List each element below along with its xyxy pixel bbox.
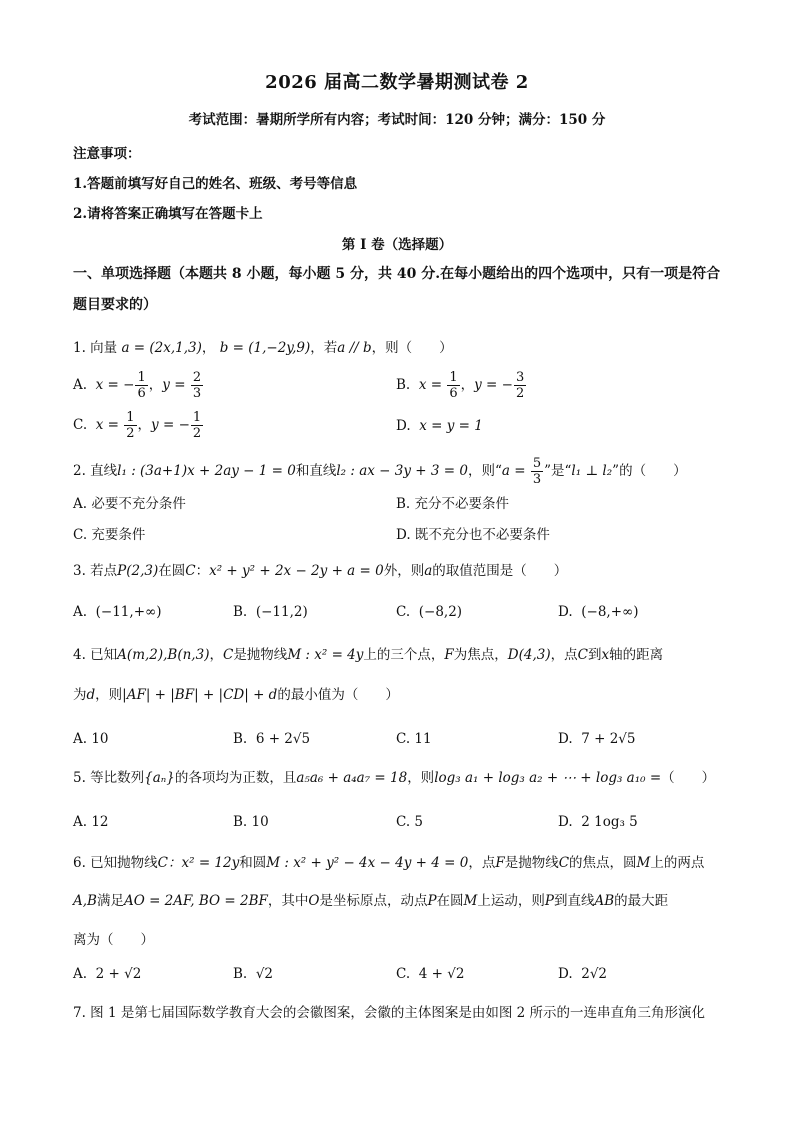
section-title: 第 I 卷（选择题） (341, 237, 453, 253)
q4-option-d[interactable]: D. 7 + 2√5 (558, 731, 636, 747)
exam-subtitle: 考试范围：暑期所学所有内容；考试时间：120 分钟；满分：150 分 (188, 112, 606, 128)
q3-option-b[interactable]: B. (−11,2) (233, 604, 308, 620)
q5-option-c[interactable]: C. 5 (396, 814, 424, 830)
q6-option-c[interactable]: C. 4 + √2 (396, 966, 465, 982)
q2-option-d[interactable]: D. 既不充分也不必要条件 (396, 527, 550, 543)
q3-option-d[interactable]: D. (−8,+∞) (558, 604, 639, 620)
question-6-line-2: A,B满足AO = 2AF, BO = 2BF，其中O是坐标原点，动点P在圆M上运动，则P到直线AB的最大距 (73, 893, 669, 909)
q2-option-b[interactable]: B. 充分不必要条件 (396, 496, 510, 512)
q4-option-b[interactable]: B. 6 + 2√5 (233, 731, 311, 747)
question-3: 3. 若点P(2,3)在圆C：x² + y² + 2x − 2y + a = 0外，则a的取值范围是（ ） (73, 563, 568, 579)
question-4-line-2: 为d，则|AF| + |BF| + |CD| + d的最小值为（ ） (73, 687, 399, 703)
q6-option-d[interactable]: D. 2√2 (558, 966, 608, 982)
q2-option-a[interactable]: A. 必要不充分条件 (73, 496, 186, 512)
q1-option-c[interactable]: C. x = $\frac{1}{2}$ ，y = − $\frac{1}{2}$ (73, 410, 202, 441)
parallel-cond: a // b (337, 340, 372, 356)
notice-item-2: 2.请将答案正确填写在答题卡上 (73, 206, 263, 222)
q5-option-b[interactable]: B. 10 (233, 814, 269, 830)
question-2: 2. 直线l₁ : (3a+1)x + 2ay − 1 = 0和直线l₂ : ax − 3y + 3 = 0，则“a = $\frac{5}{3}$ ”是“l₁ ⊥ l₂”的（ ） (73, 456, 687, 487)
notice-title: 注意事项： (73, 146, 141, 162)
q5-option-a[interactable]: A. 12 (73, 814, 109, 830)
question-6-line-1: 6. 已知抛物线C：x² = 12y和圆M : x² + y² − 4x − 4y + 4 = 0，点F是抛物线C的焦点，圆M上的两点 (73, 855, 705, 871)
q1-option-b[interactable]: B. x = $\frac{1}{6}$ ，y = − $\frac{3}{2}$ (396, 370, 525, 401)
question-1: 1. 向量 a = (2x,1,3)， b = (1,−2y,9)，若a // b，则（ ） (73, 340, 453, 356)
exam-title: 2026 届高二数学暑期测试卷 2 (265, 72, 529, 93)
q1-option-d[interactable]: D. x = y = 1 (396, 418, 483, 434)
vector-a: a = (2x,1,3) (121, 340, 202, 356)
q1-option-a[interactable]: A. x = − $\frac{1}{6}$ ，y = $\frac{2}{3}$ (73, 370, 202, 401)
question-5: 5. 等比数列{aₙ}的各项均为正数，且a₅a₆ + a₄a₇ = 18，则log₃ a₁ + log₃ a₂ + ⋯ + log₃ a₁₀ =（ ） (73, 770, 716, 786)
q6-option-a[interactable]: A. 2 + √2 (73, 966, 142, 982)
question-7: 7. 图 1 是第七届国际数学教育大会的会徽图案，会徽的主体图案是由如图 2 所示的一连串直角三角形演化 (73, 1005, 706, 1021)
q6-option-b[interactable]: B. √2 (233, 966, 274, 982)
q4-option-a[interactable]: A. 10 (73, 731, 109, 747)
part-heading: 一、单项选择题（本题共 8 小题，每小题 5 分，共 40 分.在每小题给出的四个选项中，只有一项是符合题目要求的） (73, 266, 721, 313)
q4-option-c[interactable]: C. 11 (396, 731, 432, 747)
notice-item-1: 1.答题前填写好自己的姓名、班级、考号等信息 (73, 176, 358, 192)
q3-option-c[interactable]: C. (−8,2) (396, 604, 463, 620)
question-4-line-1: 4. 已知A(m,2),B(n,3)，C是抛物线M : x² = 4y上的三个点，F为焦点，D(4,3)，点C到x轴的距离 (73, 647, 664, 663)
q3-option-a[interactable]: A. (−11,+∞) (73, 604, 162, 620)
q2-option-c[interactable]: C. 充要条件 (73, 527, 146, 543)
vector-b: b = (1,−2y,9) (219, 340, 311, 356)
q5-option-d[interactable]: D. 2 1og₃ 5 (558, 814, 638, 830)
question-6-line-3: 离为（ ） (73, 932, 154, 948)
